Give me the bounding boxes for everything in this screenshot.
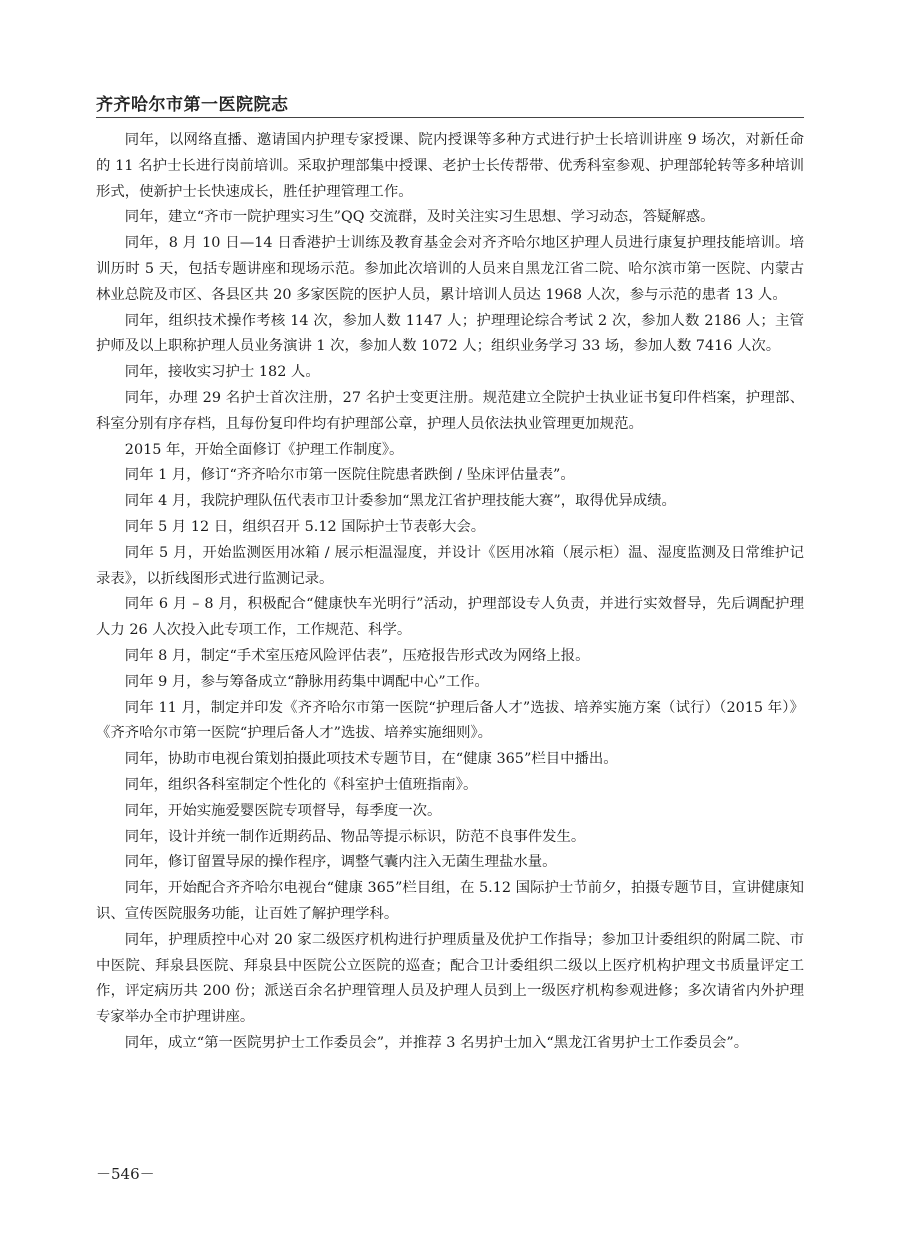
running-title: 齐齐哈尔市第一医院院志	[96, 95, 289, 115]
paragraph: 同年，设计并统一制作近期药品、物品等提示标识，防范不良事件发生。	[124, 828, 586, 845]
paragraph: 同年 5 月 12 日，组织召开 5.12 国际护士节表彰大会。	[124, 518, 486, 535]
paragraph: 同年，护理质控中心对 20 家二级医疗机构进行护理质量及优护工作指导；参加卫计委组织的附属二院、市中医院、拜泉县医院、拜泉县中医院公立医院的巡查；配合卫计委组织二级以上医疗机构护理文书质量评定工作，评定病历共 200 份；派送百余名护理管理人员及护理人员到上一级医疗机构参观进修；多次请省内外护理专家举办全市护理讲座。	[96, 931, 804, 1026]
paragraph: 同年 1 月，修订“齐齐哈尔市第一医院住院患者跌倒 / 坠床评估量表”。	[124, 467, 575, 484]
paragraph: 同年，办理 29 名护士首次注册，27 名护士变更注册。规范建立全院护士执业证书复印件档案，护理部、科室分别有序存档，且每份复印件均有护理部公章，护理人员依法执业管理更加规范。	[96, 389, 804, 432]
paragraph: 同年，开始实施爱婴医院专项督导，每季度一次。	[124, 802, 442, 819]
paragraph: 同年，以网络直播、邀请国内护理专家授课、院内授课等多种方式进行护士长培训讲座 9 场次，对新任命的 11 名护士长进行岗前培训。采取护理部集中授课、老护士长传帮带、优秀科室参观、护理部轮转等多种培训形式，使新护士长快速成长，胜任护理管理工作。	[96, 132, 804, 200]
paragraph: 同年 9 月，参与筹备成立“静脉用药集中调配中心”工作。	[124, 673, 489, 690]
paragraph: 同年，开始配合齐齐哈尔电视台“健康 365”栏目组，在 5.12 国际护士节前夕，拍摄专题节目，宣讲健康知识、宣传医院服务功能，让百姓了解护理学科。	[96, 880, 804, 922]
paragraph: 同年，8 月 10 日—14 日香港护士训练及教育基金会对齐齐哈尔地区护理人员进行康复护理技能培训。培训历时 5 天，包括专题讲座和现场示范。参加此次培训的人员来自黑龙江省二院、哈尔滨市第一医院、内蒙古林业总院及市区、各县区共 20 多家医院的医护人员，累计培训人员达 1968 人次，参与示范的患者 13 人。	[96, 235, 804, 303]
paragraph: 同年，建立“齐市一院护理实习生”QQ 交流群，及时关注实习生思想、学习动态，答疑解惑。	[124, 209, 715, 226]
paragraph: 同年，组织各科室制定个性化的《科室护士值班指南》。	[124, 776, 478, 793]
paragraph: 同年，接收实习护士 182 人。	[124, 364, 320, 381]
paragraph: 同年 4 月，我院护理队伍代表市卫计委参加“黑龙江省护理技能大赛”，取得优异成绩。	[124, 493, 676, 510]
paragraph: 同年 11 月，制定并印发《齐齐哈尔市第一医院“护理后备人才”选拔、培养实施方案（试行）（2015 年）》《齐齐哈尔市第一医院“护理后备人才”选拔、培养实施细则》。	[96, 699, 804, 742]
header-rule	[96, 117, 804, 118]
paragraph: 同年，修订留置导尿的操作程序，调整气囊内注入无菌生理盐水量。	[124, 854, 557, 871]
paragraph: 同年，组织技术操作考核 14 次，参加人数 1147 人；护理理论综合考试 2 次，参加人数 2186 人；主管护师及以上职称护理人员业务演讲 1 次，参加人数 1072 人；组织业务学习 33 场，参加人数 7416 人次。	[96, 312, 804, 355]
body-text	[96, 128, 804, 1057]
paragraph: 同年 5 月，开始监测医用冰箱 / 展示柜温湿度，并设计《医用冰箱（展示柜）温、湿度监测及日常维护记录表》，以折线图形式进行监测记录。	[96, 544, 804, 587]
paragraph: 同年 6 月 – 8 月，积极配合“健康快车光明行”活动，护理部设专人负责，并进行实效督导，先后调配护理人力 26 人次投入此专项工作，工作规范、科学。	[96, 596, 804, 639]
paragraph: 2015 年，开始全面修订《护理工作制度》。	[124, 441, 404, 458]
page-number: －546－	[96, 1165, 155, 1183]
paragraph: 同年 8 月，制定“手术室压疮风险评估表”，压疮报告形式改为网络上报。	[124, 647, 590, 664]
paragraph: 同年，协助市电视台策划拍摄此项技术专题节目，在“健康 365”栏目中播出。	[124, 751, 618, 768]
paragraph: 同年，成立“第一医院男护士工作委员会”，并推荐 3 名男护士加入“黑龙江省男护士工作委员会”。	[124, 1034, 749, 1051]
